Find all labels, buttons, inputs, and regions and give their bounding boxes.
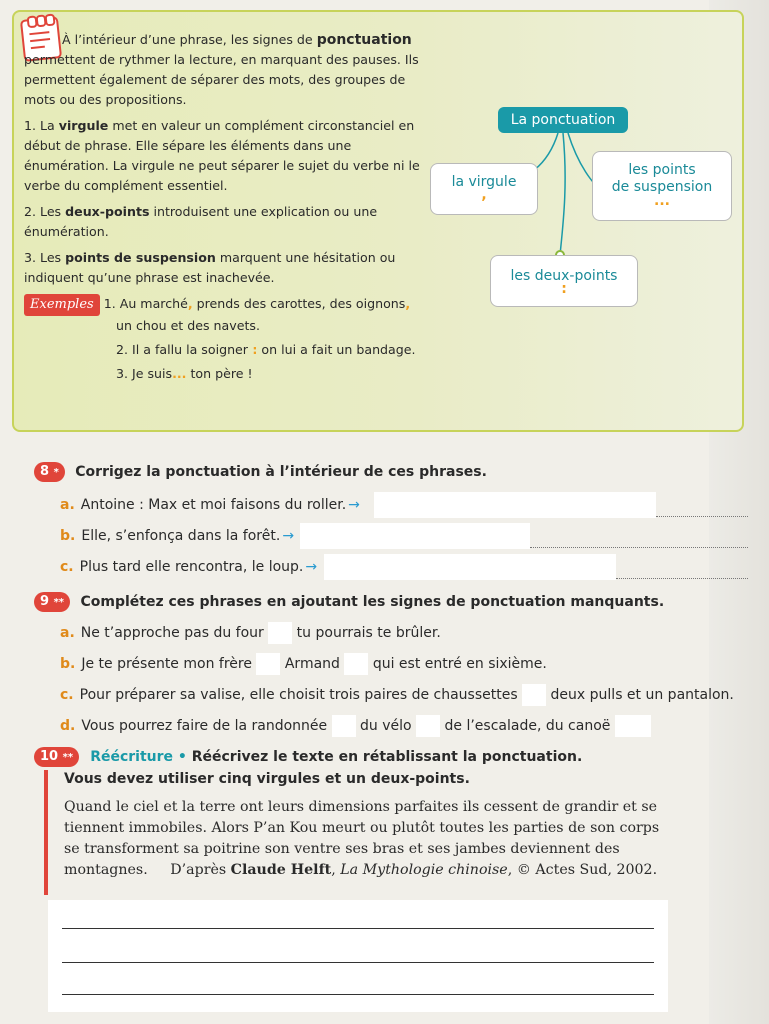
gap-field[interactable] (256, 653, 280, 675)
answer-field-a[interactable] (374, 492, 656, 518)
ex9-item-b: b. Je te présente mon frère Armand qui est entré en sixième. (34, 649, 744, 680)
exercise-number: 9 ** (34, 592, 70, 612)
lesson-text (24, 30, 424, 384)
rule-virgule: 1. La virgule met en valeur un complément circonstanciel en début de phrase. Elle sépare les éléments dans une énumération. La virgule ne peut séparer le sujet du verbe ni le verbe du complément essentiel. (24, 118, 420, 193)
example-2: 2. Il a fallu la soigner : on lui a fait un bandage. (116, 342, 416, 357)
node-deux-points: les deux-points : (490, 255, 638, 307)
ex9-item-c: c. Pour préparer sa valise, elle choisit trois paires de chaussettes deux pulls et un pantalon. (34, 680, 744, 711)
rule-points-suspension: 3. Les points de suspension marquent une hésitation ou indiquent qu’une phrase est inachevée. (24, 250, 396, 285)
answer-line[interactable] (62, 994, 654, 995)
example-3: 3. Je suis... ton père ! (116, 366, 253, 381)
ex8-item-c: c. Plus tard elle rencontra, le loup. → (34, 552, 744, 583)
mind-map (418, 95, 740, 315)
arrow-icon: → (305, 559, 318, 575)
exercise-heading: Complétez ces phrases en ajoutant les signes de ponctuation manquants. (80, 594, 665, 610)
examples: Exemples 1. Au marché, prends des carottes, des oignons, un chou et des navets. 2. Il a fallu la soigner : on lui a fait un bandage. 3. Je suis... ton père ! (24, 294, 424, 384)
gap-field[interactable] (416, 715, 440, 737)
ex9-item-a: a. Ne t’approche pas du four tu pourrais te brûler. (34, 618, 744, 649)
rewrite-answer-area[interactable] (48, 900, 668, 1012)
exercise-subheading: Vous devez utiliser cinq virgules et un deux-points. (64, 770, 470, 787)
arrow-icon: → (348, 497, 360, 513)
ex9-item-d: d. Vous pourrez faire de la randonnée du vélo de l’escalade, du canoë (34, 711, 744, 742)
node-points-suspension: les points de suspension ... (592, 151, 732, 221)
answer-field-c[interactable] (324, 554, 616, 580)
example-1: 1. Au marché, prends des carottes, des oignons, (103, 296, 411, 311)
node-virgule: la virgule , (430, 163, 538, 215)
gap-field[interactable] (344, 653, 368, 675)
answer-field-b[interactable] (300, 523, 530, 549)
exercise-number: 10 ** (34, 747, 79, 767)
rule-deux-points: 2. Les deux-points introduisent une explication ou une énumération. (24, 204, 378, 239)
exercise-8 (34, 462, 744, 583)
lesson-intro: À l’intérieur d’une phrase, les signes de ponctuation permettent de rythmer la lecture, en marquant des pauses. Ils permettent également de séparer des mots, des groupes de mots ou des propositions. (24, 32, 419, 107)
source-citation: D’après Claude Helft, La Mythologie chinoise, © Actes Sud, 2002. (170, 861, 658, 878)
ex8-item-a: a. Antoine : Max et moi faisons du roller. → (34, 490, 744, 521)
gap-field[interactable] (268, 622, 292, 644)
rewrite-passage: Quand le ciel et la terre ont leurs dimensions parfaites ils cessent de grandir et se tiennent immobiles. Alors P’an Kou meurt ou plutôt toutes les parties de son corps se transforment sa poitrine son ventre ses bras et ses jambes deviennent des montagnes. D’après Claude Helft, La Mythologie chinoise, © Actes Sud, 2002. (64, 798, 660, 878)
exercise-10 (34, 746, 664, 881)
mind-map-title: La ponctuation (498, 107, 628, 133)
exercise-9 (34, 592, 744, 742)
exercise-heading: Corrigez la ponctuation à l’intérieur de ces phrases. (75, 464, 487, 480)
gap-field[interactable] (332, 715, 356, 737)
exercise-number: 8 * (34, 462, 65, 482)
exercise-heading: Réécriture • Réécrivez le texte en rétablissant la ponctuation. (90, 748, 583, 765)
ex8-item-b: b. Elle, s’enfonça dans la forêt. → (34, 521, 744, 552)
answer-line[interactable] (62, 928, 654, 929)
gap-field[interactable] (522, 684, 546, 706)
arrow-icon: → (282, 528, 295, 544)
gap-field[interactable] (615, 715, 651, 737)
examples-tag: Exemples (24, 294, 100, 316)
answer-line[interactable] (62, 962, 654, 963)
